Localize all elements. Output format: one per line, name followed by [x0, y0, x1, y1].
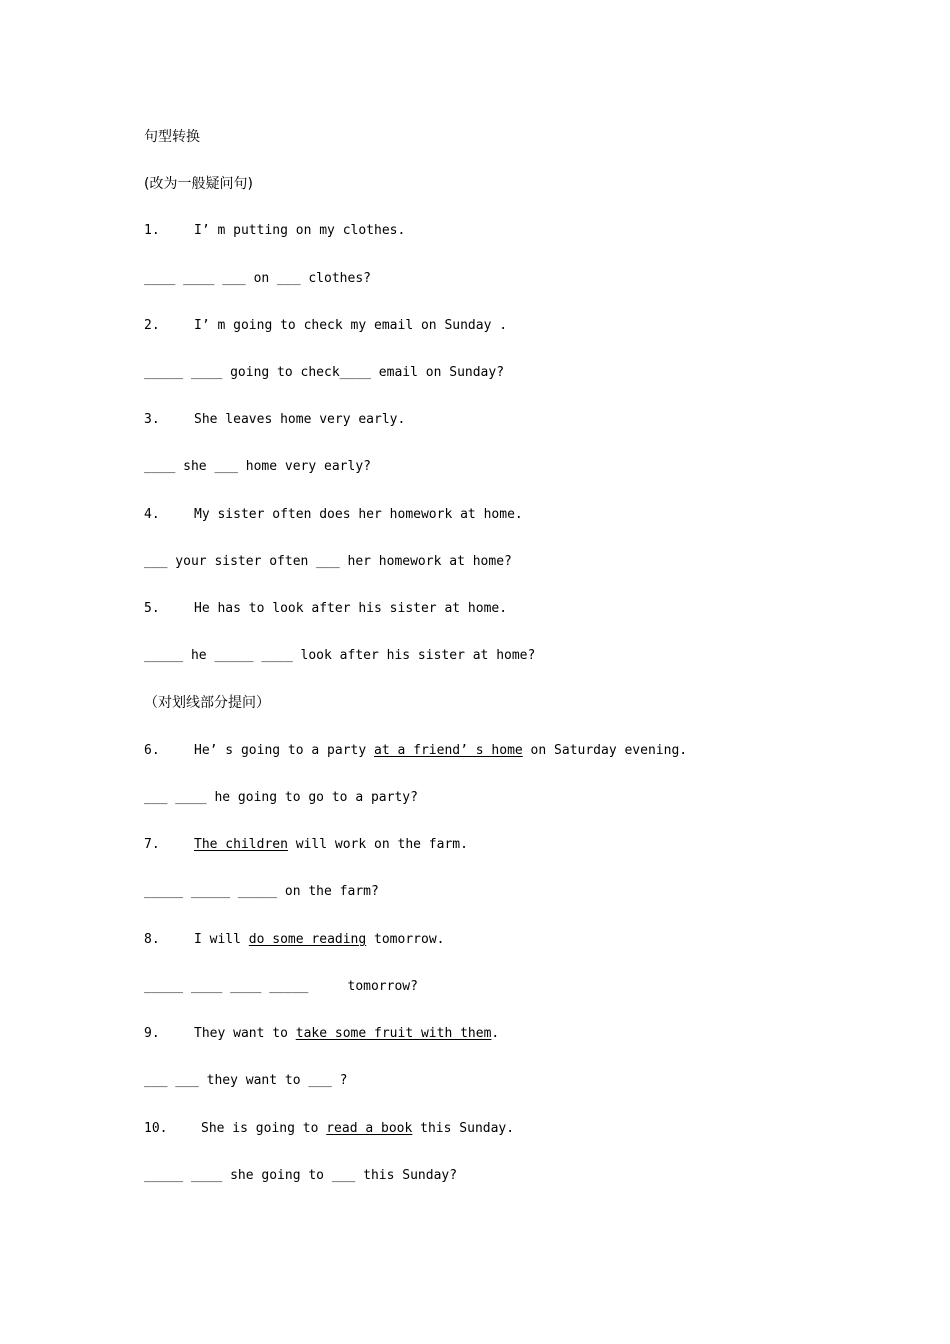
question-4 [144, 506, 523, 524]
question-text: My sister often does her homework at home. [194, 507, 523, 522]
section2-heading: （对划线部分提问） [144, 695, 270, 711]
underlined-phrase: read a book [326, 1121, 413, 1136]
question-5 [144, 600, 507, 618]
question-number: 10. [144, 1121, 168, 1136]
question-text: I’ m putting on my clothes. [194, 223, 406, 238]
question-9 [144, 1025, 499, 1043]
question-number: 7. [144, 837, 160, 852]
question-text-after: . [491, 1026, 500, 1041]
question-text-after: this Sunday. [412, 1121, 515, 1136]
underlined-phrase: The children [194, 837, 288, 852]
question-text: She leaves home very early. [194, 412, 406, 427]
answer-line-4: ___ your sister often ___ her homework at home? [144, 554, 512, 569]
question-number: 6. [144, 743, 160, 758]
question-number: 4. [144, 507, 160, 522]
question-6 [144, 742, 687, 760]
answer-line-1: ____ ____ ___ on ___ clothes? [144, 271, 371, 286]
answer-line-7: _____ _____ _____ on the farm? [144, 884, 379, 899]
question-text-before: I will [194, 932, 249, 947]
question-text-after: will work on the farm. [287, 837, 468, 852]
question-text-before: She is going to [201, 1121, 327, 1136]
question-text-before: He’ s going to a party [194, 743, 375, 758]
question-text-after: on Saturday evening. [522, 743, 688, 758]
underlined-phrase: at a friend’ s home [374, 743, 523, 758]
question-10 [144, 1120, 514, 1138]
question-8 [144, 931, 444, 949]
question-number: 1. [144, 223, 160, 238]
question-number: 5. [144, 601, 160, 616]
answer-line-2: _____ ____ going to check____ email on Sunday? [144, 365, 505, 380]
answer-line-3: ____ she ___ home very early? [144, 459, 371, 474]
question-number: 8. [144, 932, 160, 947]
question-text-after: tomorrow. [366, 932, 445, 947]
worksheet-title: 句型转换 [144, 129, 200, 145]
answer-line-8: _____ ____ ____ _____ tomorrow? [144, 979, 418, 994]
question-number: 2. [144, 318, 160, 333]
question-1 [144, 222, 405, 240]
question-3 [144, 411, 405, 429]
answer-line-6: ___ ____ he going to go to a party? [144, 790, 418, 805]
underlined-phrase: do some reading [248, 932, 367, 947]
question-number: 9. [144, 1026, 160, 1041]
section1-heading: (改为一般疑问句) [144, 176, 253, 192]
answer-line-10: _____ ____ she going to ___ this Sunday? [144, 1168, 458, 1183]
answer-line-9: ___ ___ they want to ___ ? [144, 1073, 348, 1088]
underlined-phrase: take some fruit with them [295, 1026, 492, 1041]
question-text: I’ m going to check my email on Sunday . [194, 318, 508, 333]
question-7 [144, 836, 468, 854]
question-text-before: They want to [194, 1026, 296, 1041]
answer-line-5: _____ he _____ ____ look after his sister at home? [144, 648, 536, 663]
question-text: He has to look after his sister at home. [194, 601, 508, 616]
question-number: 3. [144, 412, 160, 427]
question-2 [144, 317, 507, 335]
